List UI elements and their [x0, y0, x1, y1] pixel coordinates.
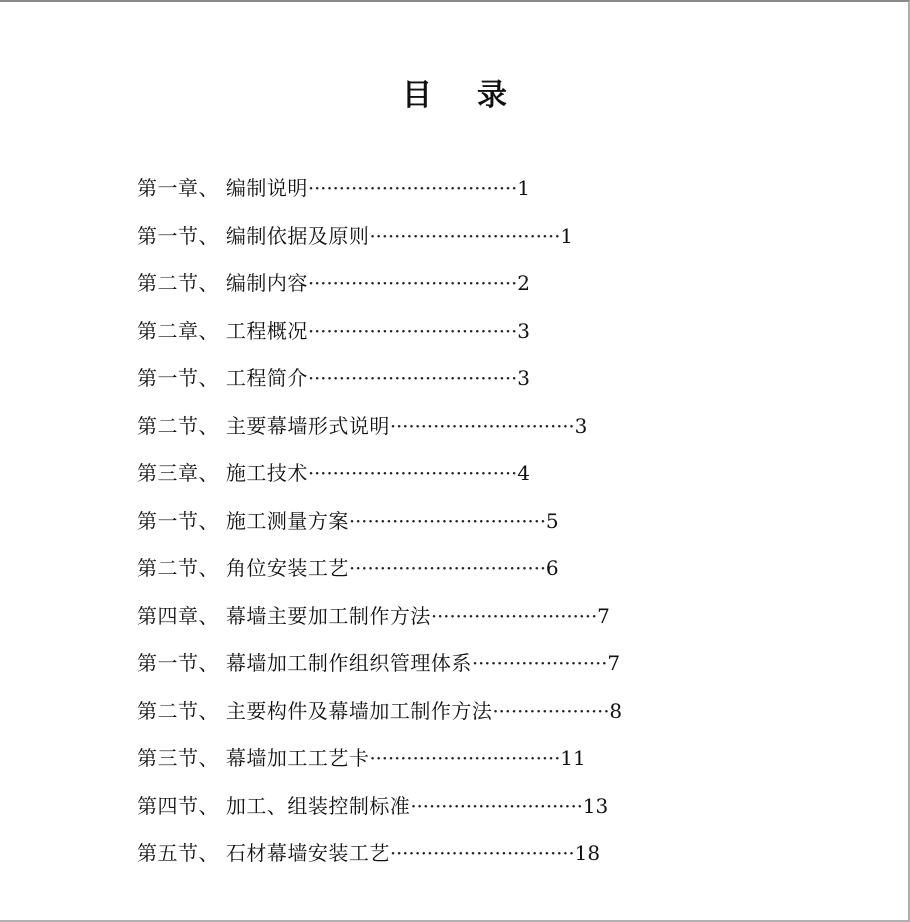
toc-entry — [137, 165, 622, 213]
toc-entry-label: 第一节、 工程简介 — [137, 366, 308, 390]
toc-leader-dots: ······························ — [389, 413, 575, 438]
toc-page-number: 8 — [609, 698, 623, 723]
toc-page-number: 1 — [560, 223, 573, 248]
toc-entry — [137, 450, 622, 498]
toc-page-number: 13 — [582, 793, 609, 818]
title-char-left: 目 — [402, 78, 433, 113]
toc-leader-dots: ······························· — [369, 746, 561, 770]
toc-entry — [137, 355, 622, 403]
page-title — [0, 70, 910, 114]
toc-entry — [137, 593, 622, 641]
toc-entry-label: 第二章、 工程概况 — [137, 318, 308, 343]
toc-entry-label: 第四节、 加工、组装控制标准 — [137, 793, 411, 818]
toc-entry-label: 第二节、 主要构件及幕墙加工制作方法 — [137, 698, 493, 723]
toc-leader-dots: ································ — [348, 508, 546, 533]
toc-leader-dots: ··························· — [430, 603, 598, 628]
toc-entry-label: 第一节、 编制依据及原则 — [137, 223, 370, 248]
toc-page-number: 11 — [560, 746, 586, 770]
toc-entry — [137, 308, 622, 356]
title-char-right: 录 — [477, 78, 508, 113]
toc-page-number: 2 — [517, 271, 530, 295]
toc-page-number: 7 — [597, 603, 610, 628]
toc-entry-label: 第二节、 主要幕墙形式说明 — [137, 413, 390, 438]
toc-entry — [137, 735, 622, 783]
toc-entry-label: 第一节、 幕墙加工制作组织管理体系 — [137, 651, 472, 675]
toc-page-number: 3 — [517, 318, 530, 343]
toc-page-number: 3 — [517, 366, 530, 390]
toc-entry-label: 第一节、 施工测量方案 — [137, 508, 349, 533]
toc-leader-dots: ·································· — [307, 318, 518, 343]
toc-page-number: 4 — [517, 461, 530, 485]
toc-page-number: 18 — [574, 841, 601, 865]
toc-entry — [137, 213, 622, 261]
toc-entry-label: 第五节、 石材幕墙安装工艺 — [137, 841, 390, 865]
toc-leader-dots: ······························ — [389, 841, 575, 865]
toc-entry — [137, 260, 622, 308]
toc-page-number: 7 — [607, 651, 621, 675]
toc-leader-dots: ······························· — [369, 223, 561, 248]
toc-entry — [137, 498, 622, 546]
toc-entry-label: 第三节、 幕墙加工工艺卡 — [137, 746, 370, 770]
toc-page-number: 3 — [574, 413, 588, 438]
toc-leader-dots: ·································· — [307, 176, 518, 200]
toc-page-number: 6 — [545, 556, 559, 580]
toc-entry-label: 第二节、 编制内容 — [137, 271, 308, 295]
toc-entry-label: 第三章、 施工技术 — [137, 461, 308, 485]
toc-leader-dots: ··················· — [492, 698, 610, 723]
toc-leader-dots: ······················ — [471, 651, 608, 675]
toc-entry — [137, 830, 622, 878]
toc-page-number: 1 — [517, 176, 530, 200]
toc-entry-label: 第二节、 角位安装工艺 — [137, 556, 349, 580]
toc-entry-label: 第四章、 幕墙主要加工制作方法 — [137, 603, 431, 628]
toc-leader-dots: ································ — [348, 556, 546, 580]
table-of-contents — [137, 165, 622, 878]
toc-entry — [137, 640, 622, 688]
toc-page-number: 5 — [545, 508, 559, 533]
toc-leader-dots: ·································· — [307, 366, 518, 390]
toc-leader-dots: ·································· — [307, 461, 518, 485]
toc-entry-label: 第一章、 编制说明 — [137, 176, 308, 200]
toc-entry — [137, 545, 622, 593]
toc-leader-dots: ·································· — [307, 271, 518, 295]
toc-leader-dots: ···························· — [410, 793, 583, 818]
toc-entry — [137, 688, 622, 736]
toc-entry — [137, 403, 622, 451]
toc-entry — [137, 783, 622, 831]
